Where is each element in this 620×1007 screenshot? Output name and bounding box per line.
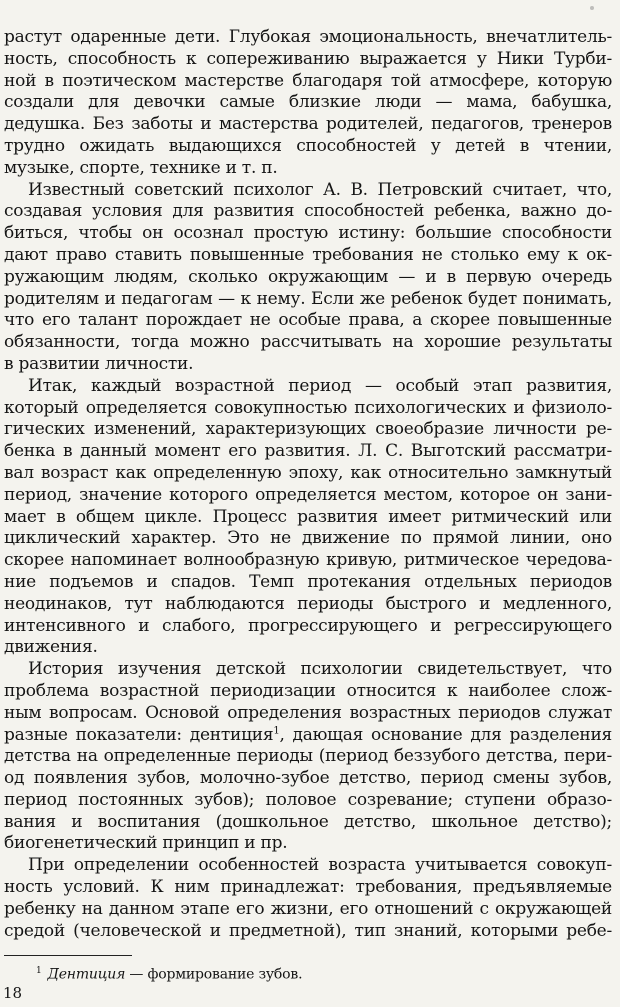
scan-speck xyxy=(590,6,594,10)
footnote-reference: 1 xyxy=(273,724,280,736)
text-line: ным вопросам. Основой определения возрастных периодов служат xyxy=(4,702,612,723)
text-line: ружающим людям, сколько окружающим — и в первую очередь xyxy=(4,266,612,287)
text-line-with-footnote xyxy=(4,725,612,747)
text-line: создавая условия для развития способностей ребенка, важно до- xyxy=(4,201,612,222)
footnote xyxy=(36,962,302,984)
text-line: движения. xyxy=(4,637,98,658)
text-line: циклический характер. Это не движение по прямой линии, оно xyxy=(4,528,612,549)
text-line: од появления зубов, молочно-зубое детство, период смены зубов, xyxy=(4,768,612,789)
text-line: ность условий. К ним принадлежат: требования, предъявляемые xyxy=(4,877,612,898)
footnote-divider xyxy=(4,955,132,956)
text-line: в развитии личности. xyxy=(4,353,194,374)
text-line: дедушка. Без заботы и мастерства родителей, педагогов, тренеров xyxy=(4,114,612,135)
text-line: ность, способность к сопереживанию выражается у Ники Турби- xyxy=(4,48,612,69)
text-line: детства на определенные периоды (период беззубого детства, пери- xyxy=(4,746,612,767)
line-segment: разные показатели: дентиция xyxy=(4,724,274,745)
text-line: интенсивного и слабого, прогрессирующего и регрессирующего xyxy=(4,615,612,636)
text-line: Известный советский психолог А. В. Петровский считает, что, xyxy=(28,179,612,200)
text-line: что его талант порождает не особые права, а скорее повышенные xyxy=(4,310,612,331)
text-line: скорее напоминает волнообразную кривую, ритмическое чередова- xyxy=(4,550,612,571)
text-line: неодинаков, тут наблюдаются периоды быстрого и медленного, xyxy=(4,593,612,614)
text-line: обязанности, тогда можно рассчитывать на хорошие результаты xyxy=(4,332,612,353)
page-number: 18 xyxy=(3,984,23,1002)
text-line: Итак, каждый возрастной период — особый этап развития, xyxy=(28,375,612,396)
text-line: создали для девочки самые близкие люди — мама, бабушка, xyxy=(4,92,612,113)
footnote-definition: — формирование зубов. xyxy=(125,966,303,983)
text-line: период постоянных зубов); половое созревание; ступени образо- xyxy=(4,789,612,810)
text-line: период, значение которого определяется местом, которое он зани- xyxy=(4,484,612,505)
text-line: мает в общем цикле. Процесс развития имеет ритмический или xyxy=(4,506,612,527)
text-line: трудно ожидать выдающихся способностей у детей в чтении, xyxy=(4,135,612,156)
text-line: который определяется совокупностью психологических и физиоло- xyxy=(4,397,612,418)
text-line: проблема возрастной периодизации относится к наиболее слож- xyxy=(4,680,612,701)
text-line: средой (человеческой и предметной), тип знаний, которыми ребе- xyxy=(4,920,612,941)
line-segment: , дающая основание для разделения xyxy=(279,724,613,745)
text-line: музыке, спорте, технике и т. п. xyxy=(4,157,278,178)
text-line: ребенку на данном этапе его жизни, его отношений с окружающей xyxy=(4,898,612,919)
text-line: При определении особенностей возраста учитывается совокуп- xyxy=(28,855,612,876)
text-line: дают право ставить повышенные требования не столько ему к ок- xyxy=(4,244,612,265)
text-line: ние подъемов и спадов. Темп протекания отдельных периодов xyxy=(4,571,612,592)
text-line: ной в поэтическом мастерстве благодаря той атмосфере, которую xyxy=(4,70,612,91)
footnote-term: Дентиция xyxy=(47,966,126,983)
text-line: гических изменений, характеризующих своеобразие личности ре- xyxy=(4,419,612,440)
text-line: вал возраст как определенную эпоху, как относительно замкнутый xyxy=(4,462,612,483)
text-line: родителям и педагогам — к нему. Если же ребенок будет понимать, xyxy=(4,288,612,309)
text-line: растут одаренные дети. Глубокая эмоциональность, внечатлитель- xyxy=(4,27,612,47)
text-line: История изучения детской психологии свидетельствует, что xyxy=(28,659,612,680)
text-line: биться, чтобы он осознал простую истину: большие способности xyxy=(4,223,612,244)
text-line: биогенетический принцип и пр. xyxy=(4,833,288,854)
body-text xyxy=(4,27,612,942)
footnote-number: 1 xyxy=(36,966,42,976)
text-line: вания и воспитания (дошкольное детство, школьное детство); xyxy=(4,811,612,832)
text-line: бенка в данный момент его развития. Л. С. Выготский рассматри- xyxy=(4,441,612,462)
